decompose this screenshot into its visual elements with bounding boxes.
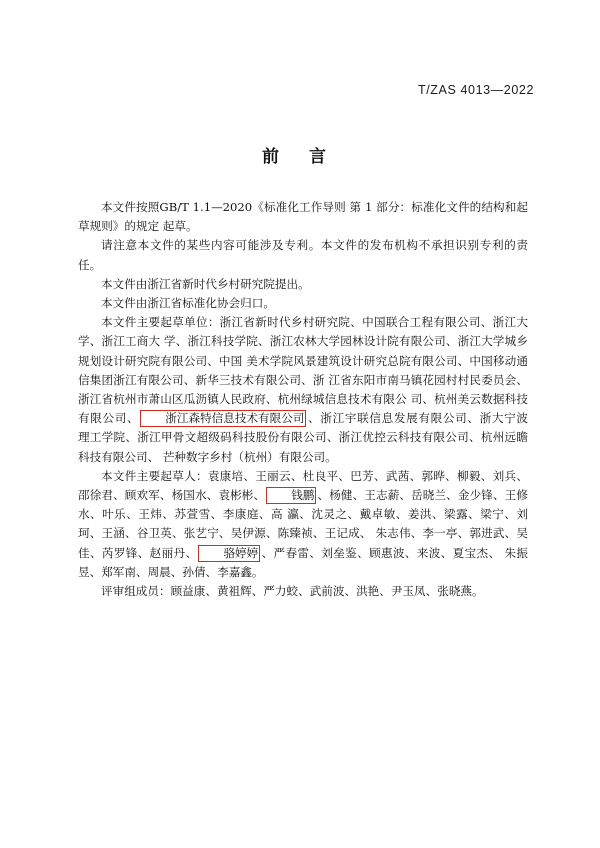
paragraph-administrator: 本文件由浙江省标准化协会归口。: [101, 296, 275, 311]
paragraph-patent-notice: 请注意本文件的某些内容可能涉及专利。本文件的发布机构不承担识别专利的责任。: [78, 238, 528, 272]
drafting-orgs-prefix: 本文件主要起草单位：浙江省新时代乡村研究院、中国联合工程有限公司、浙江大学、浙江工商大 学、浙江科技学院、浙江农林大学园林设计院有限公司、浙江大学城乡规划设计研究院有限公司、中国 美术学院风景建筑设计研究总院有限公司、中国移动通信集团浙江有限公司、新华三技术有限公司、浙 江省东阳市南马镇花园村村民委员会、浙江省杭州市萧山区瓜沥镇人民政府、杭州绿城信息技术有限公 司、杭州美云数据科技有限公司、: [78, 315, 528, 426]
paragraph-scope: 本文件按照GB/T 1.1—2020《标准化工作导则 第 1 部分：标准化文件的结构和起草规则》的规定 起草。: [78, 200, 528, 234]
highlighted-organization: 浙江森特信息技术有限公司: [140, 410, 306, 427]
paragraph-drafting-organizations: [78, 313, 528, 467]
document-code: T/ZAS 4013—2022: [417, 83, 534, 97]
drafters-middle: 、杨健、王志薪、岳晓兰、金少锋、王修水、叶乐、王炜、苏萱雪、李康庭、高 瀛、沈灵之、戴卓敏、姜洪、梁露、梁宁、刘珂、王涵、谷卫英、张艺宁、吴伊源、陈臻祯、王记成、 朱志伟、李一亭、郭进武、吴佳、芮罗锋、赵丽丹、: [78, 488, 528, 560]
highlighted-person-one: 钱鹏: [266, 487, 316, 504]
paragraph-proposer: 本文件由浙江省新时代乡村研究院提出。: [101, 276, 310, 291]
foreword-body: [78, 198, 528, 601]
paragraph-drafting-persons: [78, 467, 528, 582]
page-title: 前 言: [262, 147, 338, 167]
drafting-orgs-suffix: 、浙江宇联信息发展有限公司、浙大宁波 理工学院、浙江甲骨文超级码科技股份有限公司、浙江优控云科技有限公司、杭州远瞻科技有限公司、 芒种数字乡村（杭州）有限公司。: [78, 411, 528, 464]
drafters-prefix: 本文件主要起草人：袁康培、王丽云、杜良平、巴芳、武茜、郭晔、柳毅、刘兵、邵徐君、顾欢军、杨国水、袁彬彬、: [78, 468, 528, 503]
drafters-suffix: 、严春雷、刘垒鉴、顾惠波、来波、夏宝杰、 朱振昱、郑军南、周晨、孙倩、李嘉鑫。: [78, 545, 528, 579]
paragraph-review-members: 评审组成员：顾益康、黄祖辉、严力蛟、武前波、洪艳、尹玉凤、张晓燕。: [101, 584, 484, 599]
highlighted-person-two: 骆婷婷: [198, 545, 260, 562]
